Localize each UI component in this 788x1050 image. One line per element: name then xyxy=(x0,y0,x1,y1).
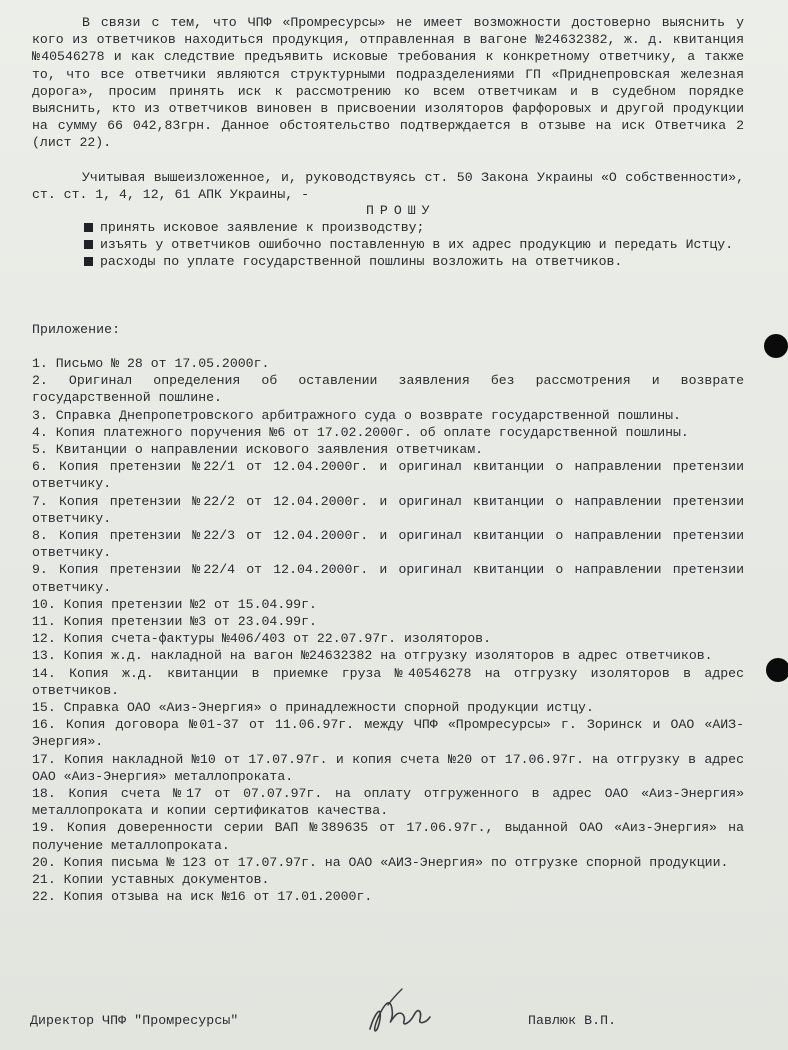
annex-item: 3. Справка Днепропетровского арбитражного суда о возврате государственной пошлины. xyxy=(32,407,681,423)
annex-item: 21. Копии уставных документов. xyxy=(32,872,270,888)
basis-paragraph: Учитывая вышеизложенное, и, руководствуясь ст. 50 Закона Украины «О собственности», ст. ст. 1, 4, 12, 61 АПК Украины, - xyxy=(32,170,744,203)
square-bullet-icon xyxy=(84,223,93,232)
annex-item: 18. Копия счета №17 от 07.07.97г. на оплату отгруженного в адрес ОАО «Аиз-Энергия» металлопроката и копии сертификатов качества. xyxy=(32,786,744,819)
annex-item: 15. Справка ОАО «Аиз-Энергия» о принадлежности спорной продукции истцу. xyxy=(32,700,594,716)
punch-hole-icon xyxy=(764,334,788,358)
intro-paragraph: В связи с тем, что ЧПФ «Промресурсы» не имеет возможности достоверно выяснить у кого из ответчиков находиться продукция, отправленная в вагоне №24632382, ж. д. квитанция №40546278 и как следствие предъявить исковые требования к конкретному ответчику, а также то, что все ответчики являются структурными подразделениями ГП «Приднепровская железная дорога», просим принять иск к рассмотрению ко всем ответчикам и в судебном порядке выяснить, кто из ответчиков виновен в присвоении изоляторов фарфоровых и другой продукции на сумму 66 042,83грн. Данное обстоятельство подтверждается в отзыве на иск Ответчика 2 (лист 22). xyxy=(32,15,744,151)
signatory-position: Директор ЧПФ "Промресурсы" xyxy=(30,1013,239,1028)
annex-item: 6. Копия претензии №22/1 от 12.04.2000г. и оригинал квитанции о направлении претензии ответчику. xyxy=(32,459,744,492)
annex-item: 5. Квитанции о направлении искового заявления ответчикам. xyxy=(32,442,484,458)
annex-item: 8. Копия претензии №22/3 от 12.04.2000г. и оригинал квитанции о направлении претензии ответчику. xyxy=(32,528,744,561)
handwritten-signature xyxy=(360,985,440,1041)
annex-item: 16. Копия договора №01-37 от 11.06.97г. между ЧПФ «Промресурсы» г. Зоринск и ОАО «АИЗ-Энергия». xyxy=(32,717,744,750)
annex-item: 20. Копия письма № 123 от 17.07.97г. на ОАО «АИЗ-Энергия» по отгрузке спорной продукции. xyxy=(32,854,729,870)
annex-title: Приложение: xyxy=(32,322,121,337)
annex-item: 19. Копия доверенности серии ВАП №389635 от 17.06.97г., выданной ОАО «Аиз-Энергия» на получение металлопроката. xyxy=(32,820,744,853)
annex-item: 9. Копия претензии №22/4 от 12.04.2000г. и оригинал квитанции о направлении претензии ответчику. xyxy=(32,562,744,595)
request-item xyxy=(84,219,744,236)
request-text: изъять у ответчиков ошибочно поставленную в их адрес продукцию и передать Истцу. xyxy=(100,237,734,253)
request-text: расходы по уплате государственной пошлины возложить на ответчиков. xyxy=(100,254,623,270)
annex-item: 17. Копия накладной №10 от 17.07.97г. и копия счета №20 от 17.06.97г. на отгрузку в адрес ОАО «Аиз-Энергия» металлопроката. xyxy=(32,751,744,784)
request-title: ПРОШУ xyxy=(366,203,436,218)
square-bullet-icon xyxy=(84,240,93,249)
annex-item: 22. Копия отзыва на иск №16 от 17.01.2000г. xyxy=(32,889,373,905)
annex-item: 11. Копия претензии №3 от 23.04.99г. xyxy=(32,614,317,630)
annex-item: 14. Копия ж.д. квитанции в приемке груза №40546278 на отгрузку изоляторов в адрес ответчиков. xyxy=(32,665,744,698)
request-list xyxy=(84,219,744,271)
annex-item: 13. Копия ж.д. накладной на вагон №24632382 на отгрузку изоляторов в адрес ответчиков. xyxy=(32,648,713,664)
request-item xyxy=(84,253,744,270)
annex-item: 4. Копия платежного поручения №6 от 17.02.2000г. об оплате государственной пошлины. xyxy=(32,424,689,440)
square-bullet-icon xyxy=(84,257,93,266)
signatory-name: Павлюк В.П. xyxy=(528,1013,617,1028)
annex-item: 7. Копия претензии №22/2 от 12.04.2000г. и оригинал квитанции о направлении претензии ответчику. xyxy=(32,493,744,526)
punch-hole-icon xyxy=(766,658,788,682)
annex-list xyxy=(32,355,744,906)
request-item xyxy=(84,236,744,253)
annex-item: 2. Оригинал определения об оставлении заявления без рассмотрения и возврате государственной пошлине. xyxy=(32,373,744,406)
annex-item: 10. Копия претензии №2 от 15.04.99г. xyxy=(32,596,317,612)
annex-item: 12. Копия счета-фактуры №406/403 от 22.07.97г. изоляторов. xyxy=(32,631,491,647)
request-text: принять исковое заявление к производству; xyxy=(100,220,425,235)
annex-item: 1. Письмо № 28 от 17.05.2000г. xyxy=(32,356,270,371)
